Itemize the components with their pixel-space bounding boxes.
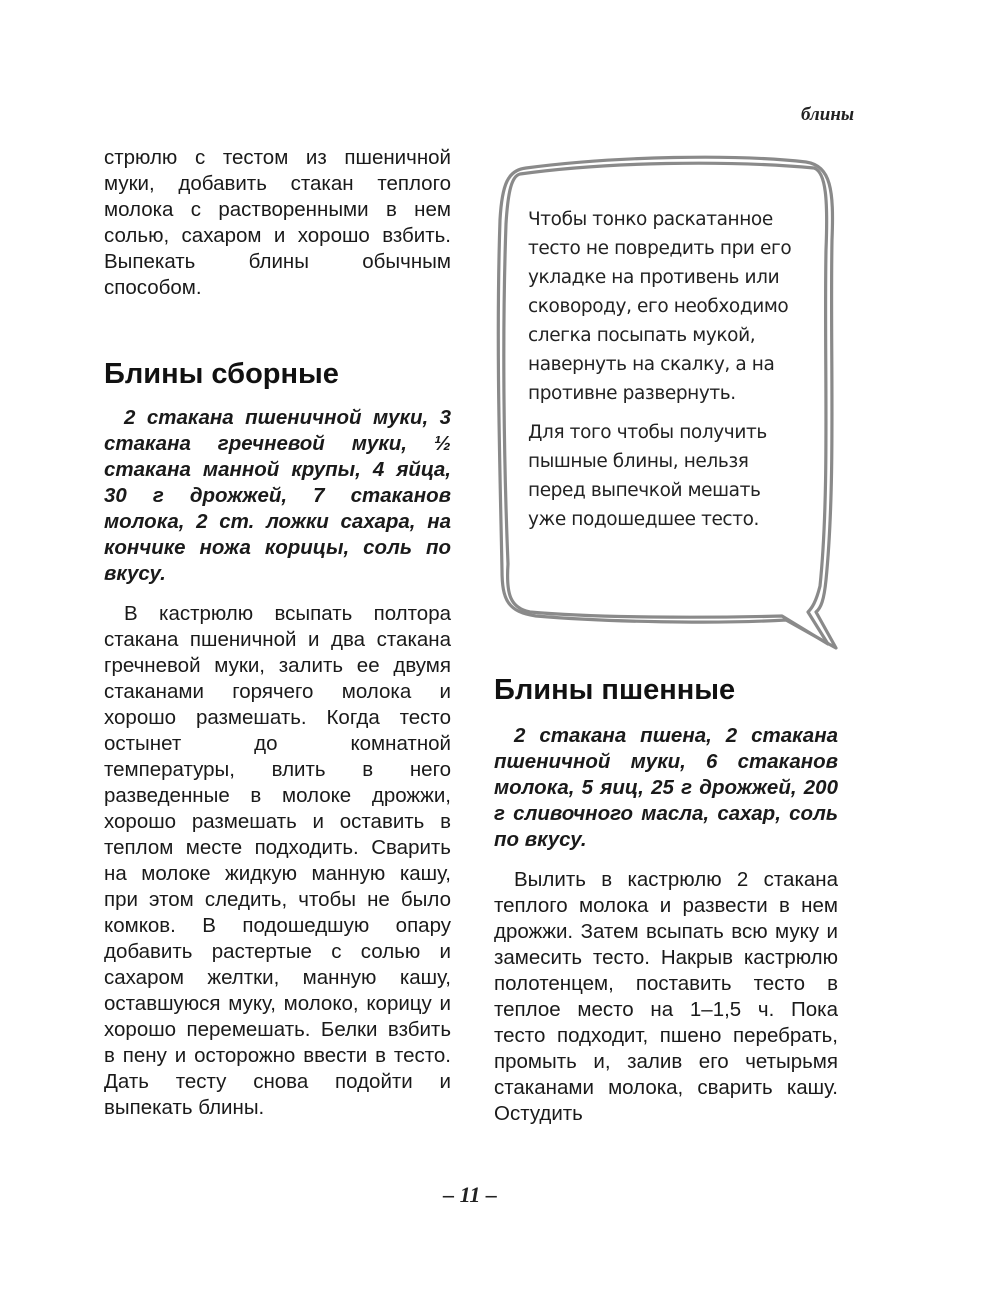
method-sbornye: В кастрюлю всыпать полтора стакана пшеничной и два стакана гречневой муки, залить ее двумя стаканами горячего молока и хорошо размешать. Когда тесто остынет до комнатной температуры, влить в него разведенные в молоке дрожжи, хорошо размешать и оставить в теплом месте подходить. Сварить на молоке жидкую манную кашу, при этом следить, чтобы не было комков. В подошедшую опару добавить растертые с солью и сахаром желтки, манную кашу, оставшуюся муку, молоко, корицу и хорошо перемешать. Белки взбить в пену и осторожно ввести в тесто. Дать тесту снова подойти и выпекать блины. — [104, 602, 451, 1119]
tip-speech-bubble — [486, 150, 856, 660]
recipe-title-sbornye: Блины сборные — [104, 358, 339, 390]
method-pshennye: Вылить в кастрюлю 2 стакана теплого молока и развести в нем дрожжи. Затем всыпать всю муку и замесить тесто. Накрыв кастрюлю полотенцем, поставить тесто в теплое место на 1–1,5 ч. Пока тесто подходит, пшено перебрать, промыть и, залив его четырьмя стаканами молока, сварить кашу. Остудить — [494, 868, 838, 1125]
right-column — [494, 673, 838, 1127]
recipe-title-pshennye: Блины пшенные — [494, 674, 736, 706]
tip-paragraph-1: Чтобы тонко раскатанное тесто не повредить при его укладке на противень или сковороду, его необходимо слегка посыпать мукой, навернуть на скалку, а на противне развернуть. — [528, 209, 792, 404]
running-head: блины — [801, 104, 855, 125]
intro-paragraph: стрюлю с тестом из пшеничной муки, добавить стакан теплого молока с растворенными в нем солью, сахаром и хорошо взбить. Выпекать блины обычным способом. — [104, 146, 451, 299]
page-number: – 11 – — [443, 1182, 497, 1207]
left-column — [104, 145, 451, 1121]
ingredients-pshennye: 2 стакана пшена, 2 стакана пшеничной муки, 6 стаканов молока, 5 яиц, 25 г дрожжей, 200 г сливочного масла, сахар, соль по вкусу. — [494, 724, 838, 851]
tip-text — [528, 205, 798, 534]
tip-paragraph-2: Для того чтобы получить пышные блины, нельзя перед выпечкой мешать уже подошедшее тесто. — [528, 422, 767, 530]
ingredients-sbornye: 2 стакана пшеничной муки, 3 стакана гречневой муки, ½ стакана манной крупы, 4 яйца, 30 г дрожжей, 7 стаканов молока, 2 ст. ложки сахара, на кончике ножа корицы, соль по вкусу. — [104, 406, 451, 585]
